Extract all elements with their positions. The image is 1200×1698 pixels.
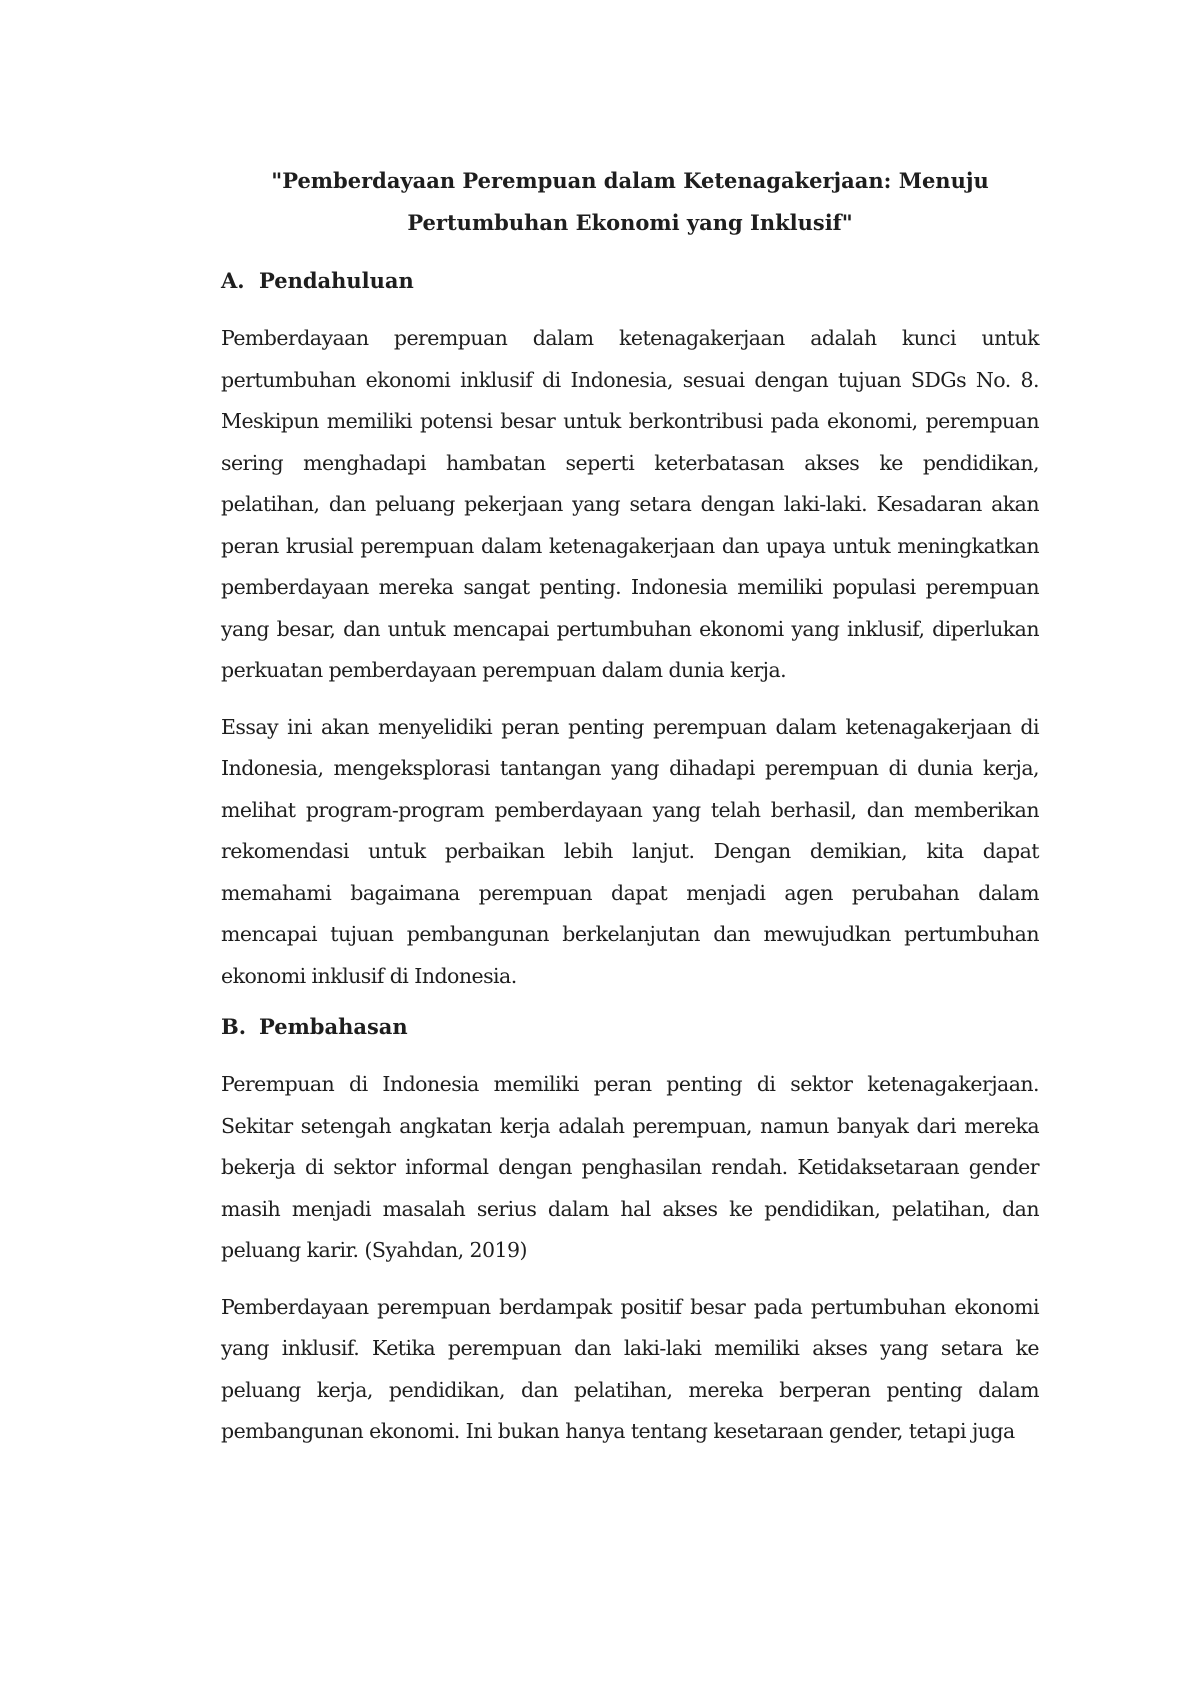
section-letter: B.: [221, 1014, 247, 1039]
document-page: [221, 160, 1039, 1468]
document-title: "Pemberdayaan Perempuan dalam Ketenagakerjaan: Menuju Pertumbuhan Ekonomi yang Inklusif": [271, 168, 989, 235]
section-letter: A.: [221, 268, 245, 293]
paragraph: Pemberdayaan perempuan berdampak positif besar pada pertumbuhan ekonomi yang inklusif. Ketika perempuan dan laki-laki memiliki akses yang setara ke peluang kerja, pendidikan, dan pelatihan, mereka berperan penting dalam pembangunan ekonomi. Ini bukan hanya tentang kesetaraan gender, tetapi juga: [221, 1294, 1039, 1443]
section-heading-pembahasan: [221, 1012, 1039, 1042]
paragraph: Pemberdayaan perempuan dalam ketenagakerjaan adalah kunci untuk pertumbuhan ekonomi inklusif di Indonesia, sesuai dengan tujuan SDGs No. 8. Meskipun memiliki potensi besar untuk berkontribusi pada ekonomi, perempuan sering menghadapi hambatan seperti keterbatasan akses ke pendidikan, pelatihan, dan peluang pekerjaan yang setara dengan laki-laki. Kesadaran akan peran krusial perempuan dalam ketenagakerjaan dan upaya untuk meningkatkan pemberdayaan mereka sangat penting. Indonesia memiliki populasi perempuan yang besar, dan untuk mencapai pertumbuhan ekonomi yang inklusif, diperlukan perkuatan pemberdayaan perempuan dalam dunia kerja.: [221, 326, 1039, 682]
paragraph: Essay ini akan menyelidiki peran penting perempuan dalam ketenagakerjaan di Indonesia, mengeksplorasi tantangan yang dihadapi perempuan di dunia kerja, melihat program-program pemberdayaan yang telah berhasil, dan memberikan rekomendasi untuk perbaikan lebih lanjut. Dengan demikian, kita dapat memahami bagaimana perempuan dapat menjadi agen perubahan dalam mencapai tujuan pembangunan berkelanjutan dan mewujudkan pertumbuhan ekonomi inklusif di Indonesia.: [221, 714, 1039, 988]
section-heading-text: Pembahasan: [259, 1014, 408, 1039]
section-heading-text: Pendahuluan: [259, 268, 414, 293]
paragraph: Perempuan di Indonesia memiliki peran penting di sektor ketenagakerjaan. Sekitar setengah angkatan kerja adalah perempuan, namun banyak dari mereka bekerja di sektor informal dengan penghasilan rendah. Ketidaksetaraan gender masih menjadi masalah serius dalam hal akses ke pendidikan, pelatihan, dan peluang karir. (Syahdan, 2019): [221, 1072, 1039, 1262]
section-heading-pendahuluan: [221, 266, 1039, 296]
